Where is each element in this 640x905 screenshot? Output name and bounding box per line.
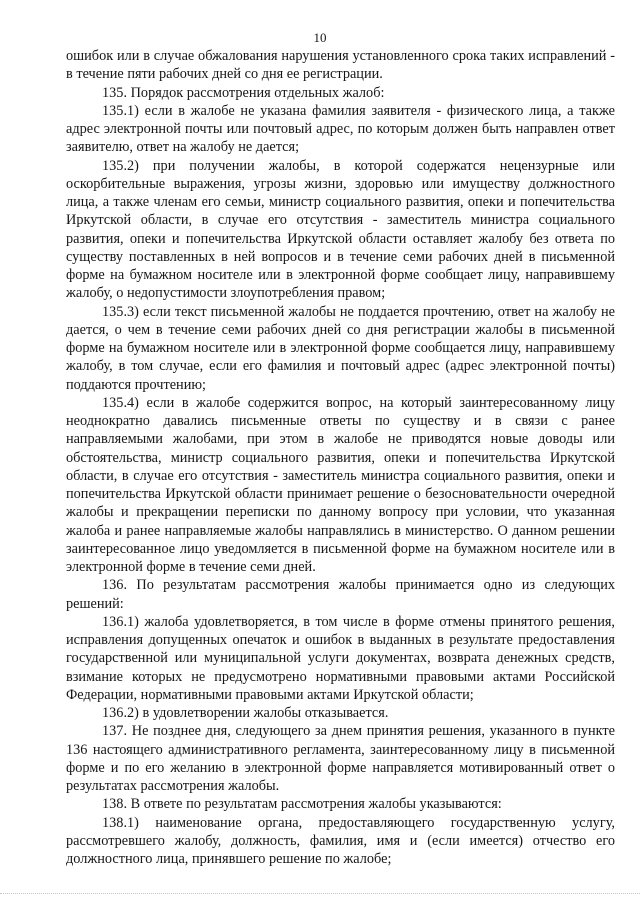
- paragraph-136-2: 136.2) в удовлетворении жалобы отказывается.: [102, 705, 389, 721]
- paragraph-continuation: ошибок или в случае обжалования нарушения установленного срока таких исправлений - в течение пяти рабочих дней со дня ее регистрации.: [66, 48, 615, 83]
- paragraph-135: 135. Порядок рассмотрения отдельных жалоб:: [102, 84, 385, 101]
- page-number: 10: [313, 30, 327, 45]
- paragraph-135-1: 135.1) если в жалобе не указана фамилия заявителя - физического лица, а также адрес электронной почты или почтовый адрес, по которым должен быть направлен ответ заявителю, ответ на жалобу не дается;: [66, 102, 615, 156]
- document-body: [66, 47, 615, 868]
- paragraph-135-2: 135.2) при получении жалобы, в которой содержатся нецензурные или оскорбительные выражения, угрозы жизни, здоровью или имуществу должностного лица, а также членам его семьи, министр социального развития, опеки и попечительства Иркутской области, в случае его отсутствия - заместитель министра социального развития, опеки и попечительства Иркутской области оставляет жалобу без ответа по существу поставленных в ней вопросов и в течение семи рабочих дней в письменной форме на бумажном носителе или в электронной форме сообщает лицу, направившему жалобу, о недопустимости злоупотребления правом;: [66, 157, 615, 302]
- paragraph-138: 138. В ответе по результатам рассмотрения жалобы указываются:: [102, 796, 502, 813]
- paragraph-136-1: 136.1) жалоба удовлетворяется, в том числе в форме отмены принятого решения, исправления допущенных опечаток и ошибок в выданных в результате предоставления государственной или муниципальной услуги документах, возврата денежных средств, взимание которых не предусмотрено нормативными правовыми актами Российской Федерации, нормативными правовыми актами Иркутской области;: [66, 613, 615, 703]
- paragraph-138-1: 138.1) наименование органа, предоставляющего государственную услугу, рассмотревшего жалобу, должность, фамилия, имя и (если имеется) отчество его должностного лица, принявшего решение по жалобе;: [66, 814, 615, 867]
- paragraph-136: 136. По результатам рассмотрения жалобы принимается одно из следующих решений:: [66, 577, 615, 612]
- paragraph-135-4: 135.4) если в жалобе содержится вопрос, на который заинтересованному лицу неоднократно давались письменные ответы по существу и в связи с ранее направляемыми жалобами, при этом в жалобе не приводятся новые доводы или обстоятельства, министр социального развития, опеки и попечительства Иркутской области, в случае его отсутствия - заместитель министра социального развития, опеки и попечительства Иркутской области принимает решение о безосновательности очередной жалобы и прекращении переписки по данному вопросу при условии, что указанная жалоба и ранее направляемые жалобы направлялись в министерство. О данном решении заинтересованное лицо уведомляется в письменной форме на бумажном носителе или в электронной форме в течение семи дней.: [66, 394, 615, 575]
- scan-edge-line: [0, 893, 640, 894]
- paragraph-135-3: 135.3) если текст письменной жалобы не поддается прочтению, ответ на жалобу не дается, о чем в течение семи рабочих дней со дня регистрации жалобы в письменной форме на бумажном носителе или в электронной форме сообщается лицу, направившему жалобу, в том случае, если его фамилия и почтовый адрес (адрес электронной почты) поддаются прочтению;: [66, 303, 615, 393]
- paragraph-137: 137. Не позднее дня, следующего за днем принятия решения, указанного в пункте 136 настоящего административного регламента, заинтересованному лицу в письменной форме и по его желанию в электронной форме направляется мотивированный ответ о результатах рассмотрения жалобы.: [66, 723, 615, 794]
